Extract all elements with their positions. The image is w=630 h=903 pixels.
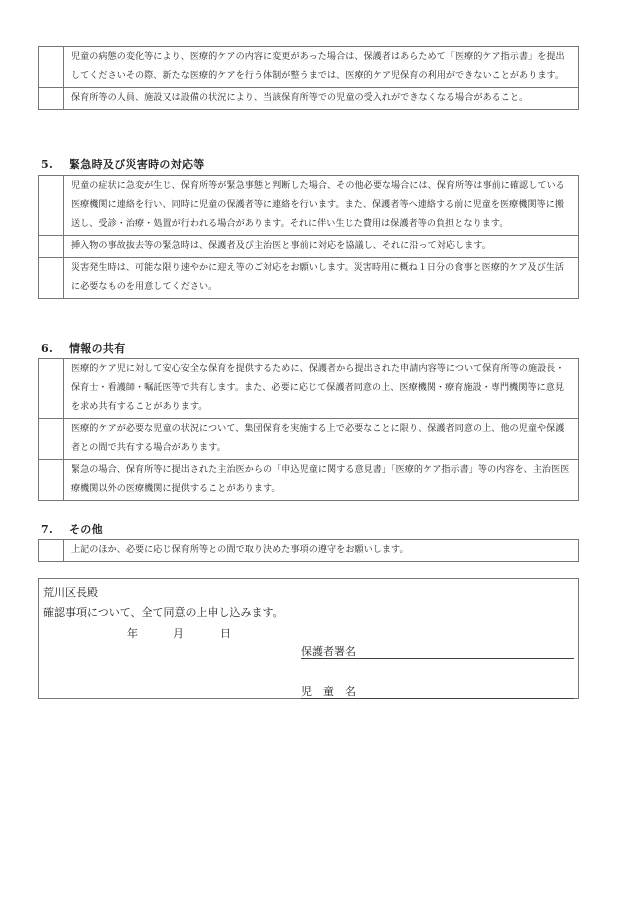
consent-statement: 確認事項について、全て同意の上申し込みます。 <box>43 606 284 619</box>
table-row <box>39 540 579 562</box>
section-7-heading <box>41 521 103 537</box>
row-text: 挿入物の事故抜去等の緊急時は、保護者及び主治医と事前に対応を協議し、それに沿って対応します。 <box>64 236 579 258</box>
section-number: 5. <box>41 158 54 171</box>
consent-signature-box <box>38 578 579 699</box>
addressee: 荒川区長殿 <box>43 586 98 599</box>
row-index-cell <box>39 176 64 236</box>
row-index-cell <box>39 419 64 460</box>
section5-table <box>38 175 579 299</box>
date-year-label: 年 <box>127 627 138 640</box>
row-text: 医療的ケア児に対して安心安全な保育を提供するために、保護者から提出された申請内容等について保育所等の施設長・保育士・看護師・嘱託医等で共有します。また、必要に応じて保護者同意の上、医療機関・療育施設・専門機関等に意見を求め共有することがあります。 <box>64 359 579 419</box>
row-index-cell <box>39 258 64 299</box>
row-text: 災害発生時は、可能な限り速やかに迎え等のご対応をお願いします。災害時用に概ね１日分の食事と医療的ケア及び生活に必要なものを用意してください。 <box>64 258 579 299</box>
section-number: 6. <box>41 342 54 355</box>
section7-table <box>38 539 579 562</box>
row-index-cell <box>39 460 64 501</box>
row-text: 児童の症状に急変が生じ、保育所等が緊急事態と判断した場合、その他必要な場合には、保育所等は事前に確認している医療機関に連絡を行い、同時に児童の保護者等に連絡を行います。また、保護者等へ連絡する前に児童を医療機関等に搬送し、受診・治療・処置が行われる場合があります。それに伴い生じた費用は保護者等の負担となります。 <box>64 176 579 236</box>
guardian-signature-label: 保護者署名 <box>301 645 356 658</box>
section-number: 7. <box>41 523 54 536</box>
row-text: 児童の病態の変化等により、医療的ケアの内容に変更があった場合は、保護者はあらためて「医療的ケア指示書」を提出してくださいその際、新たな医療的ケアを行う体制が整うまでは、医療的ケア児保育の利用ができないことがあります。 <box>64 47 579 88</box>
table-row <box>39 359 579 419</box>
table-row <box>39 258 579 299</box>
table-row <box>39 47 579 88</box>
date-month-label: 月 <box>173 627 184 640</box>
table-row <box>39 460 579 501</box>
row-text: 緊急の場合、保育所等に提出された主治医からの「申込児童に関する意見書」「医療的ケア指示書」等の内容を、主治医医療機関以外の医療機関に提供することがあります。 <box>64 460 579 501</box>
table-row <box>39 236 579 258</box>
section-6-heading <box>41 340 126 356</box>
row-index-cell <box>39 88 64 110</box>
row-index-cell <box>39 47 64 88</box>
section-5-heading <box>41 156 205 172</box>
guardian-signature-field[interactable] <box>301 643 574 659</box>
row-index-cell <box>39 236 64 258</box>
row-index-cell <box>39 359 64 419</box>
row-text: 上記のほか、必要に応じ保育所等との間で取り決めた事項の遵守をお願いします。 <box>64 540 579 562</box>
section-title: 緊急時及び災害時の対応等 <box>69 158 205 171</box>
row-text: 医療的ケアが必要な児童の状況について、集団保育を実施する上で必要なことに限り、保護者同意の上、他の児童や保護者との間で共有する場合があります。 <box>64 419 579 460</box>
child-name-label: 児 童 名 <box>301 685 356 698</box>
row-index-cell <box>39 540 64 562</box>
row-text: 保育所等の人員、施設又は設備の状況により、当該保育所等での児童の受入れができなくなる場合があること。 <box>64 88 579 110</box>
table-row <box>39 419 579 460</box>
section6-table <box>38 358 579 501</box>
table-row <box>39 88 579 110</box>
section4-table <box>38 46 579 110</box>
date-day-label: 日 <box>220 627 231 640</box>
table-row <box>39 176 579 236</box>
child-name-field[interactable] <box>301 683 574 699</box>
section-title: 情報の共有 <box>69 342 126 355</box>
section-title: その他 <box>69 523 103 536</box>
